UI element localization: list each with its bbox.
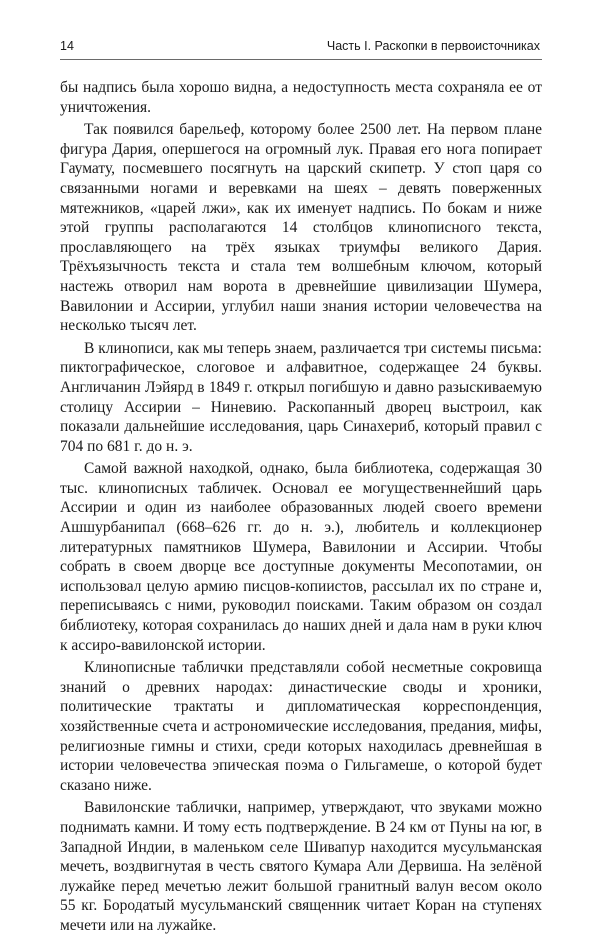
paragraph-tablets: Клинописные таблички представляли собой несметные сокровища знаний о древних народах: династические своды и хроники, политические трактаты и дипломатическая корреспонденция, хозяйственные счета и астрономические исследования, предания, мифы, религиозные гимны и стихи, среди которых находилась древнейшая в истории человечества эпическая поэма о Гильгамеше, о которой будет сказано ниже. <box>60 659 542 794</box>
body-text <box>60 78 542 939</box>
paragraph-cuneiform-systems: В клинописи, как мы теперь знаем, различается три системы письма: пиктографическое, слоговое и алфавитное, содержащее 24 буквы. Англичанин Лэйярд в 1849 г. открыл погибшую и давно разыскиваемую столицу Ассирии – Ниневию. Раскопанный дворец выстроил, как показали дальнейшие исследования, царь Синахериб, который правил с 704 по 681 г. до н. э. <box>60 339 542 455</box>
paragraph-library: Самой важной находкой, однако, была библиотека, содержащая 30 тыс. клинописных табличек. Основал ее могущественнейший царь Ассирии и один из наиболее образованных людей своего времени Ашшурбанипал (668–626 гг. до н. э.), любитель и коллекционер литературных памятников Шумера, Вавилонии и Ассирии. Чтобы собрать в своем дворце все доступные документы Месопотамии, он использовал целую армию писцов-копиистов, рассылал их по стране и, переписываясь с ними, руководил поисками. Таким образом он создал библиотеку, которая сохранилась до наших дней и дала нам в руки ключ к ассиро-вавилонской истории. <box>60 460 542 654</box>
paragraph-babylonian-tablets: Вавилонские таблички, например, утверждают, что звуками можно поднимать камни. И тому есть подтверждение. В 24 км от Пуны на юг, в Западной Индии, в маленьком селе Шивапур находится мусульманская мечеть, воздвигнутая в честь святого Кумара Али Дервиша. На зелёной лужайке перед мечетью лежит большой гранитный валун весом около 55 кг. Бородатый мусульманский священник читает Коран на ступенях мечети или на лужайке. <box>60 799 542 934</box>
page-header <box>60 37 542 60</box>
page-number: 14 <box>60 39 74 53</box>
paragraph-continuation: бы надпись была хорошо видна, а недоступность места сохраняла ее от уничтожения. <box>60 79 542 116</box>
paragraph-barelief: Так появился барельеф, которому более 2500 лет. На первом плане фигура Дария, опершегося на огромный лук. Правая его нога попирает Гаумату, посмевшего посягнуть на царский скипетр. У стоп царя со связанными ногами и веревками на шеях – девять поверженных мятежников, «царей лжи», как их именует надпись. По бокам и ниже этой группы располагаются 14 столбцов клинописного текста, прославляющего на трёх языках триумфы великого Дария. Трёхъязычность текста и стала тем волшебным ключом, который настежь отворил нам ворота в древнейшие цивилизации Шумера, Вавилонии и Ассирии, углубил наши знания истории человечества на несколько тысяч лет. <box>60 121 542 335</box>
running-title: Часть I. Раскопки в первоисточниках <box>326 39 540 53</box>
